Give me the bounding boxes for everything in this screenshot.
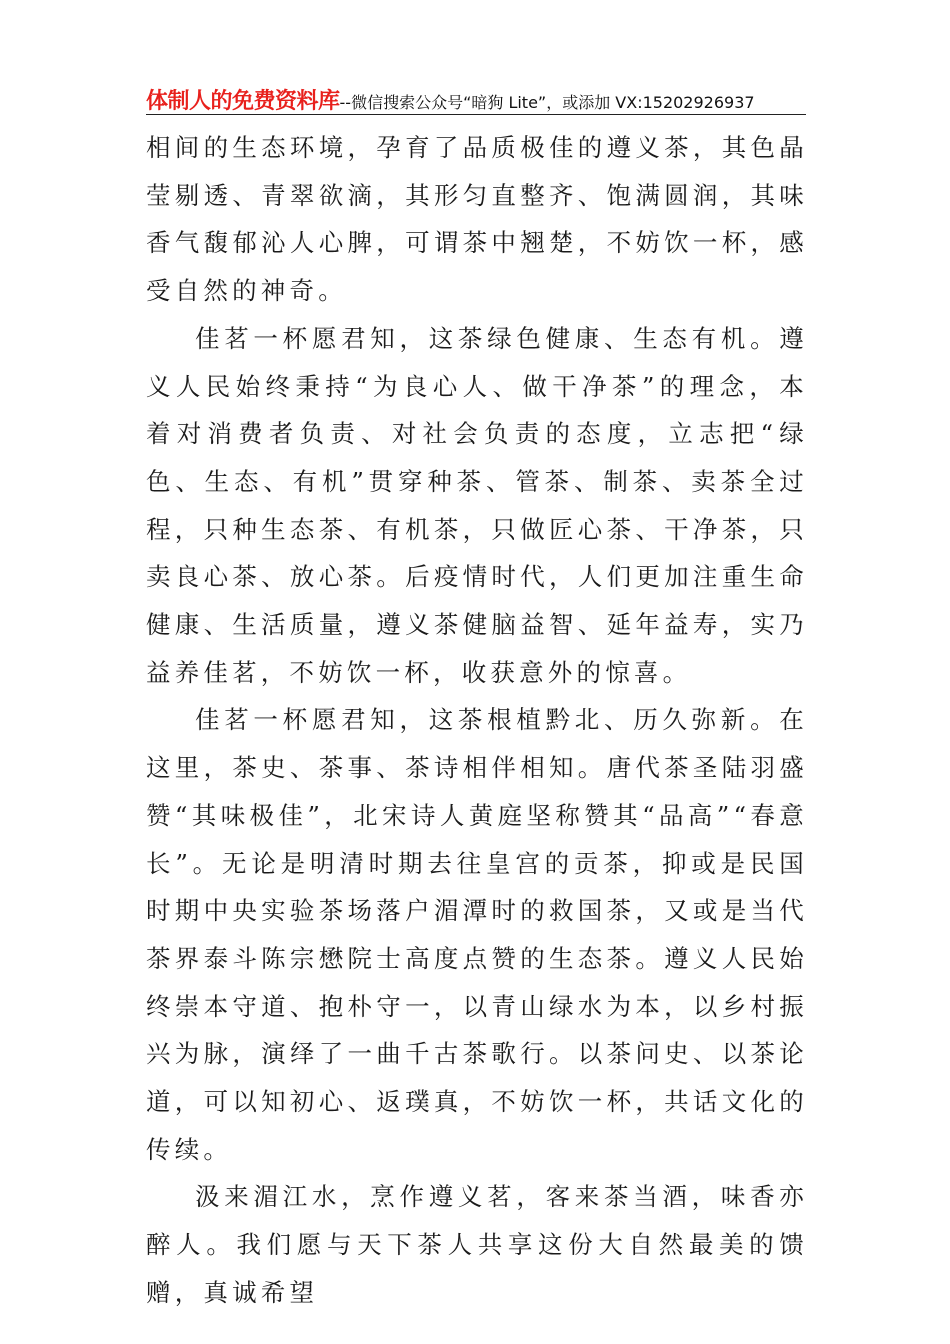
header-divider [146, 114, 806, 115]
paragraph-closing: 汲来湄江水，烹作遵义茗，客来茶当酒，味香亦醉人。我们愿与天下茶人共享这份大自然最美的馈赠，真诚希望 [146, 1182, 808, 1307]
header-brand: 体制人的免费资料库 [146, 89, 340, 114]
paragraph-continued: 相间的生态环境，孕育了品质极佳的遵义茶，其色晶莹剔透、青翠欲滴，其形匀直整齐、饱满圆润，其味香气馥郁沁人心脾，可谓茶中翘楚，不妨饮一杯，感受自然的神奇。 [146, 133, 808, 306]
paragraph-history-culture: 佳茗一杯愿君知，这茶根植黔北、历久弥新。在这里，茶史、茶事、茶诗相伴相知。唐代茶圣陆羽盛赞“其味极佳”，北宋诗人黄庭坚称赞其“品高”“春意长”。无论是明清时期去往皇宫的贡茶，抑或是民国时期中央实验茶场落户湄潭时的救国茶，又或是当代茶界泰斗陈宗懋院士高度点赞的生态茶。遵义人民始终崇本守道、抱朴守一，以青山绿水为本，以乡村振兴为脉，演绎了一曲千古茶歌行。以茶问史、以茶论道，可以知初心、返璞真，不妨饮一杯，共话文化的传续。 [146, 705, 808, 1164]
document-body [146, 124, 808, 1317]
page-header [146, 84, 806, 114]
paragraph-green-healthy: 佳茗一杯愿君知，这茶绿色健康、生态有机。遵义人民始终秉持“为良心人、做干净茶”的理念，本着对消费者负责、对社会负责的态度，立志把“绿色、生态、有机”贯穿种茶、管茶、制茶、卖茶全过程，只种生态茶、有机茶，只做匠心茶、干净茶，只卖良心茶、放心茶。后疫情时代，人们更加注重生命健康、生活质量，遵义茶健脑益智、延年益寿，实乃益养佳茗，不妨饮一杯，收获意外的惊喜。 [146, 323, 808, 687]
header-note: --微信搜索公众号“暗狗 Lite”，或添加 VX:15202926937 [339, 93, 755, 112]
